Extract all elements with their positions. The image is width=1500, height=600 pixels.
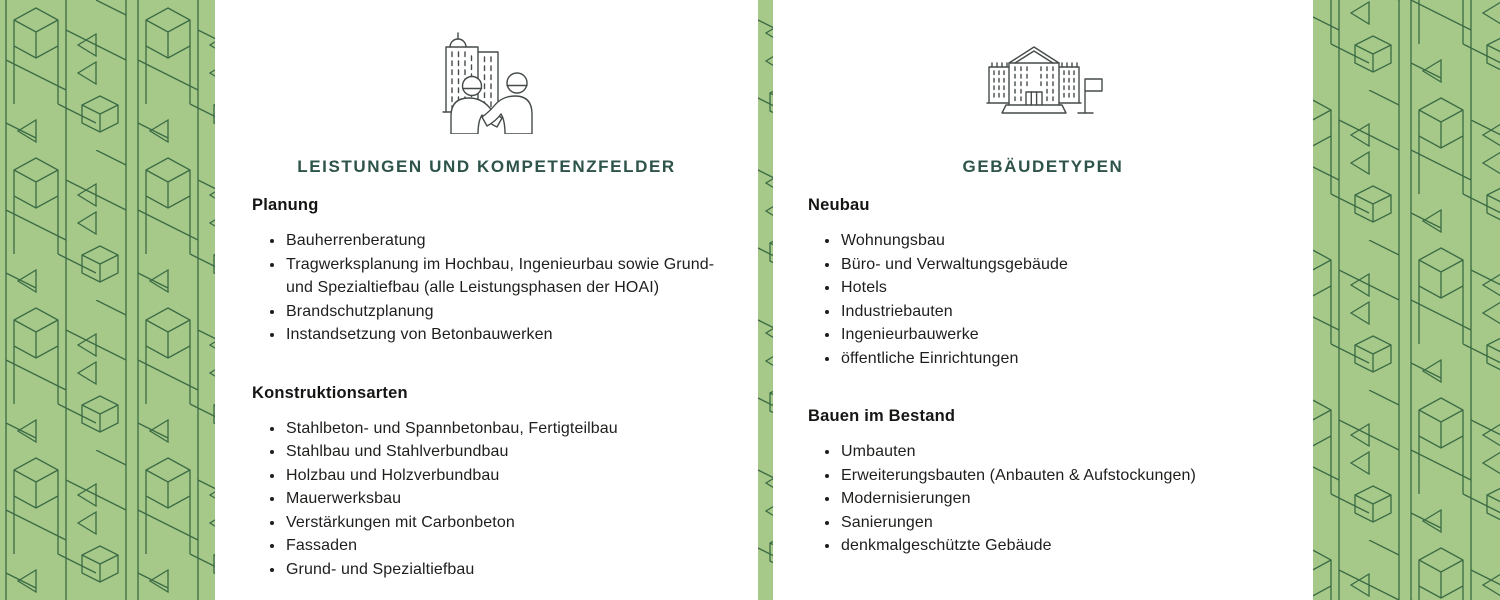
construction-partnership-icon (215, 24, 758, 134)
list-item: • Ingenieurbauwerke (840, 323, 1300, 347)
building-types-column (773, 0, 1313, 600)
list-item: • denkmalgeschützte Gebäude (840, 534, 1300, 558)
services-section-title: LEISTUNGEN UND KOMPETENZFELDER (297, 157, 676, 176)
list-item: • Bauherrenberatung (285, 229, 725, 253)
list-item: • Büro- und Verwaltungsgebäude (840, 253, 1300, 277)
neubau-list (808, 229, 1300, 370)
public-building-flag-icon (773, 45, 1313, 119)
center-pattern-strip (758, 0, 773, 600)
group-title-konstruktionsarten: Konstruktionsarten (252, 383, 408, 402)
left-pattern-panel (0, 0, 215, 600)
building-types-section-title: GEBÄUDETYPEN (962, 157, 1124, 176)
group-title-bauen-im-bestand: Bauen im Bestand (808, 407, 956, 425)
group-title-neubau: Neubau (808, 196, 870, 214)
list-item: • Mauerwerksbau (285, 487, 725, 511)
list-item: • Industriebauten (840, 300, 1300, 324)
list-item: • Sanierungen (840, 511, 1300, 535)
konstruktionsarten-list (252, 417, 725, 582)
list-item: • Umbauten (840, 440, 1300, 464)
list-item: • Stahlbeton- und Spannbetonbau, Fertigteilbau (285, 417, 725, 441)
group-title-planung: Planung (252, 196, 319, 214)
list-item: • Instandsetzung von Betonbauwerken (285, 323, 725, 347)
list-item: • Fassaden (285, 534, 725, 558)
list-item: • Modernisierungen (840, 487, 1300, 511)
list-item: • Wohnungsbau (840, 229, 1300, 253)
list-item: • Hotels (840, 276, 1300, 300)
list-item: • Holzbau und Holzverbundbau (285, 464, 725, 488)
list-item: • öffentliche Einrichtungen (840, 347, 1300, 371)
list-item: • Grund- und Spezialtiefbau (285, 558, 725, 582)
bauen-im-bestand-list (808, 440, 1300, 558)
services-column (215, 0, 758, 600)
list-item: • Verstärkungen mit Carbonbeton (285, 511, 725, 535)
right-pattern-panel (1313, 0, 1500, 600)
planung-list (252, 229, 725, 347)
list-item: • Brandschutzplanung (285, 300, 725, 324)
list-item: • Stahlbau und Stahlverbundbau (285, 440, 725, 464)
list-item: • Tragwerksplanung im Hochbau, Ingenieurbau sowie Grund- und Spezialtiefbau (alle Leistungsphasen der HOAI) (285, 253, 725, 300)
list-item: • Erweiterungsbauten (Anbauten & Aufstockungen) (840, 464, 1300, 488)
